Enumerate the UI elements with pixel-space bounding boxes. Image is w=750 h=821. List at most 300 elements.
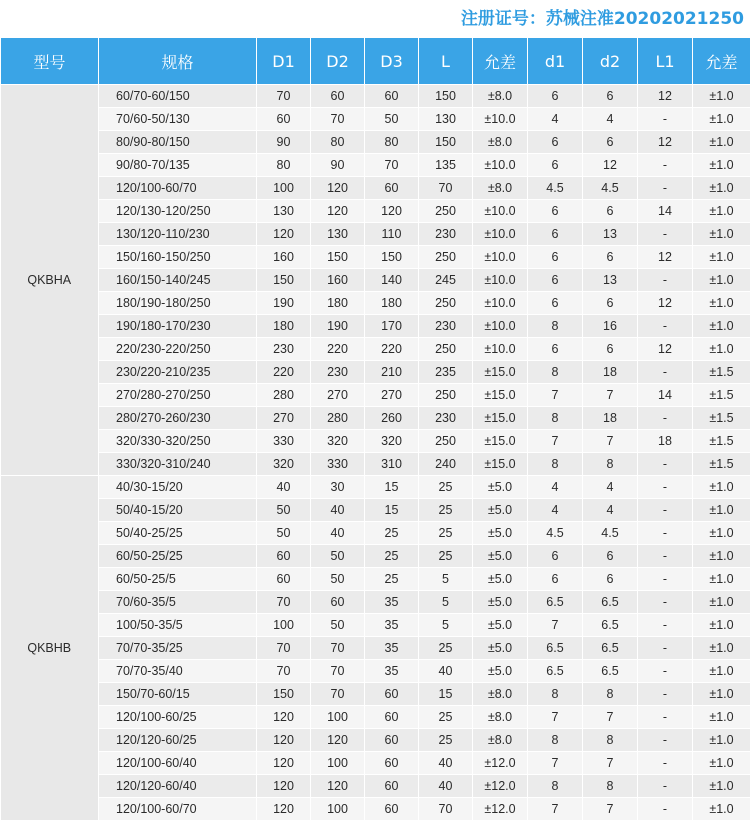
table-row <box>1 200 750 223</box>
length-cell: 150 <box>419 131 473 154</box>
d3-cell: 120 <box>365 200 419 223</box>
d3-cell: 270 <box>365 384 419 407</box>
spec-cell: 50/40-25/25 <box>99 522 257 545</box>
d2-inner-cell: 13 <box>583 223 638 246</box>
table-row <box>1 338 750 361</box>
d2-outer-cell: 30 <box>311 476 365 499</box>
d1-outer-cell: 120 <box>257 223 311 246</box>
tolerance-cell: ±15.0 <box>473 453 528 476</box>
length-cell: 25 <box>419 545 473 568</box>
d1-outer-cell: 70 <box>257 660 311 683</box>
table-row <box>1 177 750 200</box>
length-cell: 40 <box>419 660 473 683</box>
d2-inner-cell: 6 <box>583 85 638 108</box>
length-cell: 25 <box>419 499 473 522</box>
l1-cell: - <box>638 729 693 752</box>
header-length: L <box>419 38 473 85</box>
d2-inner-cell: 6 <box>583 568 638 591</box>
d2-outer-cell: 160 <box>311 269 365 292</box>
d2-outer-cell: 70 <box>311 683 365 706</box>
tolerance-cell: ±10.0 <box>473 338 528 361</box>
header-d1-inner: d1 <box>528 38 583 85</box>
d3-cell: 25 <box>365 568 419 591</box>
tolerance-cell: ±5.0 <box>473 568 528 591</box>
length-cell: 245 <box>419 269 473 292</box>
spec-cell: 60/50-25/25 <box>99 545 257 568</box>
d1-outer-cell: 70 <box>257 591 311 614</box>
tolerance-2-cell: ±1.0 <box>693 246 750 269</box>
table-row <box>1 85 750 108</box>
spec-cell: 120/130-120/250 <box>99 200 257 223</box>
length-cell: 70 <box>419 177 473 200</box>
l1-cell: - <box>638 361 693 384</box>
tolerance-2-cell: ±1.0 <box>693 660 750 683</box>
d2-inner-cell: 7 <box>583 706 638 729</box>
d2-inner-cell: 6 <box>583 200 638 223</box>
d2-outer-cell: 90 <box>311 154 365 177</box>
d3-cell: 110 <box>365 223 419 246</box>
length-cell: 5 <box>419 614 473 637</box>
d3-cell: 60 <box>365 177 419 200</box>
d2-outer-cell: 320 <box>311 430 365 453</box>
l1-cell: - <box>638 775 693 798</box>
d3-cell: 150 <box>365 246 419 269</box>
l1-cell: - <box>638 706 693 729</box>
length-cell: 230 <box>419 315 473 338</box>
tolerance-2-cell: ±1.0 <box>693 591 750 614</box>
l1-cell: 18 <box>638 430 693 453</box>
d1-inner-cell: 6 <box>528 338 583 361</box>
d1-outer-cell: 80 <box>257 154 311 177</box>
l1-cell: - <box>638 154 693 177</box>
d2-outer-cell: 70 <box>311 637 365 660</box>
d1-outer-cell: 280 <box>257 384 311 407</box>
d1-outer-cell: 120 <box>257 729 311 752</box>
spec-cell: 280/270-260/230 <box>99 407 257 430</box>
length-cell: 250 <box>419 384 473 407</box>
d2-outer-cell: 120 <box>311 200 365 223</box>
tolerance-2-cell: ±1.0 <box>693 545 750 568</box>
length-cell: 25 <box>419 476 473 499</box>
d2-outer-cell: 100 <box>311 706 365 729</box>
tolerance-2-cell: ±1.0 <box>693 614 750 637</box>
d3-cell: 220 <box>365 338 419 361</box>
spec-cell: 120/100-60/70 <box>99 177 257 200</box>
spec-cell: 70/70-35/25 <box>99 637 257 660</box>
tolerance-2-cell: ±1.0 <box>693 223 750 246</box>
tolerance-cell: ±10.0 <box>473 154 528 177</box>
table-row <box>1 453 750 476</box>
tolerance-cell: ±5.0 <box>473 545 528 568</box>
spec-cell: 150/160-150/250 <box>99 246 257 269</box>
header-d3: D3 <box>365 38 419 85</box>
length-cell: 40 <box>419 752 473 775</box>
d2-outer-cell: 60 <box>311 85 365 108</box>
d3-cell: 170 <box>365 315 419 338</box>
d3-cell: 60 <box>365 683 419 706</box>
l1-cell: 12 <box>638 292 693 315</box>
tolerance-2-cell: ±1.0 <box>693 177 750 200</box>
d2-outer-cell: 70 <box>311 660 365 683</box>
table-row <box>1 706 750 729</box>
d3-cell: 60 <box>365 798 419 821</box>
tolerance-cell: ±15.0 <box>473 361 528 384</box>
header-spec: 规格 <box>99 38 257 85</box>
d3-cell: 260 <box>365 407 419 430</box>
d2-outer-cell: 100 <box>311 798 365 821</box>
d2-outer-cell: 120 <box>311 775 365 798</box>
d2-outer-cell: 120 <box>311 729 365 752</box>
d1-outer-cell: 190 <box>257 292 311 315</box>
d1-inner-cell: 7 <box>528 384 583 407</box>
tolerance-2-cell: ±1.0 <box>693 683 750 706</box>
table-row <box>1 545 750 568</box>
l1-cell: - <box>638 660 693 683</box>
header-d2-outer: D2 <box>311 38 365 85</box>
l1-cell: - <box>638 637 693 660</box>
d1-outer-cell: 150 <box>257 269 311 292</box>
length-cell: 150 <box>419 85 473 108</box>
d2-inner-cell: 18 <box>583 361 638 384</box>
table-row <box>1 384 750 407</box>
d2-outer-cell: 180 <box>311 292 365 315</box>
tolerance-2-cell: ±1.0 <box>693 729 750 752</box>
tolerance-cell: ±10.0 <box>473 223 528 246</box>
tolerance-cell: ±8.0 <box>473 177 528 200</box>
d2-outer-cell: 230 <box>311 361 365 384</box>
l1-cell: - <box>638 407 693 430</box>
d2-inner-cell: 4.5 <box>583 522 638 545</box>
l1-cell: 14 <box>638 200 693 223</box>
d2-outer-cell: 120 <box>311 177 365 200</box>
table-row <box>1 269 750 292</box>
d2-outer-cell: 330 <box>311 453 365 476</box>
spec-cell: 230/220-210/235 <box>99 361 257 384</box>
tolerance-2-cell: ±1.0 <box>693 637 750 660</box>
header-tolerance-2: 允差 <box>693 38 750 85</box>
tolerance-2-cell: ±1.5 <box>693 361 750 384</box>
d1-outer-cell: 100 <box>257 614 311 637</box>
d3-cell: 25 <box>365 545 419 568</box>
d1-outer-cell: 330 <box>257 430 311 453</box>
d2-outer-cell: 280 <box>311 407 365 430</box>
l1-cell: - <box>638 223 693 246</box>
tolerance-2-cell: ±1.0 <box>693 269 750 292</box>
table-row <box>1 476 750 499</box>
tolerance-cell: ±10.0 <box>473 269 528 292</box>
table-row <box>1 729 750 752</box>
l1-cell: - <box>638 522 693 545</box>
header-d1-outer: D1 <box>257 38 311 85</box>
d1-outer-cell: 60 <box>257 568 311 591</box>
d2-outer-cell: 130 <box>311 223 365 246</box>
table-row <box>1 315 750 338</box>
length-cell: 70 <box>419 798 473 821</box>
tolerance-cell: ±5.0 <box>473 614 528 637</box>
d3-cell: 210 <box>365 361 419 384</box>
d2-inner-cell: 6.5 <box>583 614 638 637</box>
spec-cell: 130/120-110/230 <box>99 223 257 246</box>
d2-outer-cell: 270 <box>311 384 365 407</box>
tolerance-cell: ±5.0 <box>473 637 528 660</box>
spec-cell: 60/70-60/150 <box>99 85 257 108</box>
tolerance-2-cell: ±1.0 <box>693 292 750 315</box>
spec-cell: 150/70-60/15 <box>99 683 257 706</box>
table-row <box>1 223 750 246</box>
tolerance-cell: ±5.0 <box>473 522 528 545</box>
tolerance-cell: ±10.0 <box>473 292 528 315</box>
d2-inner-cell: 6 <box>583 292 638 315</box>
tolerance-cell: ±12.0 <box>473 775 528 798</box>
l1-cell: - <box>638 568 693 591</box>
table-row <box>1 361 750 384</box>
l1-cell: - <box>638 499 693 522</box>
l1-cell: - <box>638 453 693 476</box>
d1-inner-cell: 6 <box>528 223 583 246</box>
d2-inner-cell: 6 <box>583 131 638 154</box>
d2-outer-cell: 150 <box>311 246 365 269</box>
length-cell: 230 <box>419 223 473 246</box>
d3-cell: 320 <box>365 430 419 453</box>
d2-inner-cell: 7 <box>583 798 638 821</box>
length-cell: 235 <box>419 361 473 384</box>
l1-cell: - <box>638 269 693 292</box>
d3-cell: 180 <box>365 292 419 315</box>
table-row <box>1 752 750 775</box>
d3-cell: 60 <box>365 752 419 775</box>
tolerance-cell: ±5.0 <box>473 591 528 614</box>
d1-inner-cell: 8 <box>528 775 583 798</box>
spec-cell: 120/100-60/25 <box>99 706 257 729</box>
tolerance-cell: ±10.0 <box>473 108 528 131</box>
d1-inner-cell: 6.5 <box>528 591 583 614</box>
spec-cell: 120/100-60/40 <box>99 752 257 775</box>
d2-outer-cell: 220 <box>311 338 365 361</box>
length-cell: 250 <box>419 430 473 453</box>
d2-inner-cell: 8 <box>583 729 638 752</box>
l1-cell: - <box>638 545 693 568</box>
table-row <box>1 591 750 614</box>
length-cell: 25 <box>419 637 473 660</box>
d3-cell: 35 <box>365 637 419 660</box>
length-cell: 40 <box>419 775 473 798</box>
d2-inner-cell: 4 <box>583 108 638 131</box>
tolerance-cell: ±8.0 <box>473 706 528 729</box>
tolerance-cell: ±15.0 <box>473 407 528 430</box>
table-row <box>1 798 750 821</box>
spec-cell: 220/230-220/250 <box>99 338 257 361</box>
header-l1: L1 <box>638 38 693 85</box>
spec-cell: 180/190-180/250 <box>99 292 257 315</box>
d2-outer-cell: 100 <box>311 752 365 775</box>
d2-outer-cell: 40 <box>311 499 365 522</box>
spec-cell: 120/120-60/25 <box>99 729 257 752</box>
spec-cell: 120/100-60/70 <box>99 798 257 821</box>
length-cell: 25 <box>419 729 473 752</box>
d3-cell: 35 <box>365 660 419 683</box>
length-cell: 250 <box>419 292 473 315</box>
model-cell: QKBHA <box>1 85 99 476</box>
l1-cell: 14 <box>638 384 693 407</box>
d1-outer-cell: 70 <box>257 85 311 108</box>
d1-outer-cell: 40 <box>257 476 311 499</box>
d1-outer-cell: 270 <box>257 407 311 430</box>
d2-outer-cell: 50 <box>311 614 365 637</box>
l1-cell: 12 <box>638 338 693 361</box>
d1-outer-cell: 120 <box>257 775 311 798</box>
d1-inner-cell: 8 <box>528 407 583 430</box>
d2-inner-cell: 6 <box>583 545 638 568</box>
tolerance-cell: ±15.0 <box>473 384 528 407</box>
d3-cell: 140 <box>365 269 419 292</box>
d2-inner-cell: 12 <box>583 154 638 177</box>
table-row <box>1 522 750 545</box>
length-cell: 250 <box>419 338 473 361</box>
d1-inner-cell: 4 <box>528 499 583 522</box>
d2-inner-cell: 4.5 <box>583 177 638 200</box>
d1-inner-cell: 4 <box>528 108 583 131</box>
d1-outer-cell: 50 <box>257 499 311 522</box>
d3-cell: 60 <box>365 706 419 729</box>
table-row <box>1 131 750 154</box>
d1-inner-cell: 7 <box>528 614 583 637</box>
d2-inner-cell: 6.5 <box>583 660 638 683</box>
tolerance-2-cell: ±1.0 <box>693 338 750 361</box>
length-cell: 5 <box>419 568 473 591</box>
d1-inner-cell: 7 <box>528 706 583 729</box>
spec-cell: 270/280-270/250 <box>99 384 257 407</box>
d1-inner-cell: 6 <box>528 269 583 292</box>
d3-cell: 25 <box>365 522 419 545</box>
l1-cell: 12 <box>638 246 693 269</box>
spec-cell: 60/50-25/5 <box>99 568 257 591</box>
d1-outer-cell: 50 <box>257 522 311 545</box>
table-row <box>1 499 750 522</box>
d3-cell: 35 <box>365 591 419 614</box>
d1-inner-cell: 7 <box>528 798 583 821</box>
d1-inner-cell: 6 <box>528 545 583 568</box>
d1-outer-cell: 100 <box>257 177 311 200</box>
tolerance-2-cell: ±1.0 <box>693 568 750 591</box>
tolerance-2-cell: ±1.0 <box>693 499 750 522</box>
d1-inner-cell: 8 <box>528 683 583 706</box>
header-d2-inner: d2 <box>583 38 638 85</box>
d1-inner-cell: 6 <box>528 246 583 269</box>
d1-outer-cell: 220 <box>257 361 311 384</box>
tolerance-cell: ±5.0 <box>473 499 528 522</box>
spec-cell: 40/30-15/20 <box>99 476 257 499</box>
length-cell: 250 <box>419 246 473 269</box>
d2-inner-cell: 7 <box>583 752 638 775</box>
tolerance-cell: ±8.0 <box>473 131 528 154</box>
d2-inner-cell: 18 <box>583 407 638 430</box>
l1-cell: - <box>638 752 693 775</box>
tolerance-2-cell: ±1.0 <box>693 775 750 798</box>
registration-number: 注册证号：苏械注准20202021250 <box>0 0 750 38</box>
tolerance-2-cell: ±1.0 <box>693 476 750 499</box>
tolerance-2-cell: ±1.0 <box>693 752 750 775</box>
d2-inner-cell: 6.5 <box>583 637 638 660</box>
tolerance-2-cell: ±1.0 <box>693 200 750 223</box>
d1-outer-cell: 130 <box>257 200 311 223</box>
tolerance-cell: ±5.0 <box>473 476 528 499</box>
tolerance-cell: ±10.0 <box>473 315 528 338</box>
tolerance-cell: ±12.0 <box>473 752 528 775</box>
d2-inner-cell: 16 <box>583 315 638 338</box>
tolerance-2-cell: ±1.5 <box>693 384 750 407</box>
d1-inner-cell: 8 <box>528 361 583 384</box>
length-cell: 135 <box>419 154 473 177</box>
d1-inner-cell: 6 <box>528 292 583 315</box>
l1-cell: - <box>638 798 693 821</box>
table-row <box>1 683 750 706</box>
tolerance-cell: ±8.0 <box>473 683 528 706</box>
d1-inner-cell: 6.5 <box>528 637 583 660</box>
d2-inner-cell: 7 <box>583 384 638 407</box>
spec-cell: 160/150-140/245 <box>99 269 257 292</box>
d3-cell: 60 <box>365 729 419 752</box>
tolerance-2-cell: ±1.0 <box>693 131 750 154</box>
l1-cell: - <box>638 614 693 637</box>
d2-inner-cell: 8 <box>583 453 638 476</box>
d1-outer-cell: 60 <box>257 108 311 131</box>
d1-inner-cell: 6 <box>528 85 583 108</box>
spec-cell: 90/80-70/135 <box>99 154 257 177</box>
d2-outer-cell: 60 <box>311 591 365 614</box>
d3-cell: 60 <box>365 775 419 798</box>
l1-cell: - <box>638 591 693 614</box>
length-cell: 250 <box>419 200 473 223</box>
spec-cell: 80/90-80/150 <box>99 131 257 154</box>
length-cell: 15 <box>419 683 473 706</box>
length-cell: 240 <box>419 453 473 476</box>
d2-inner-cell: 6 <box>583 246 638 269</box>
l1-cell: - <box>638 108 693 131</box>
table-row <box>1 660 750 683</box>
tolerance-cell: ±12.0 <box>473 798 528 821</box>
table-header-row <box>1 38 750 85</box>
table-row <box>1 108 750 131</box>
d1-inner-cell: 8 <box>528 315 583 338</box>
tolerance-2-cell: ±1.5 <box>693 453 750 476</box>
d1-inner-cell: 8 <box>528 729 583 752</box>
tolerance-2-cell: ±1.5 <box>693 407 750 430</box>
d1-outer-cell: 120 <box>257 706 311 729</box>
d2-inner-cell: 4 <box>583 476 638 499</box>
d3-cell: 60 <box>365 85 419 108</box>
d3-cell: 50 <box>365 108 419 131</box>
tolerance-2-cell: ±1.0 <box>693 108 750 131</box>
header-tolerance: 允差 <box>473 38 528 85</box>
length-cell: 5 <box>419 591 473 614</box>
table-row <box>1 154 750 177</box>
d2-inner-cell: 7 <box>583 430 638 453</box>
d3-cell: 80 <box>365 131 419 154</box>
d2-inner-cell: 6.5 <box>583 591 638 614</box>
d1-outer-cell: 150 <box>257 683 311 706</box>
d1-inner-cell: 4 <box>528 476 583 499</box>
tolerance-2-cell: ±1.5 <box>693 430 750 453</box>
spec-table <box>0 38 750 821</box>
table-row <box>1 637 750 660</box>
tolerance-cell: ±5.0 <box>473 660 528 683</box>
tolerance-cell: ±8.0 <box>473 85 528 108</box>
d1-outer-cell: 90 <box>257 131 311 154</box>
d1-outer-cell: 60 <box>257 545 311 568</box>
length-cell: 230 <box>419 407 473 430</box>
d2-inner-cell: 8 <box>583 775 638 798</box>
d1-outer-cell: 160 <box>257 246 311 269</box>
